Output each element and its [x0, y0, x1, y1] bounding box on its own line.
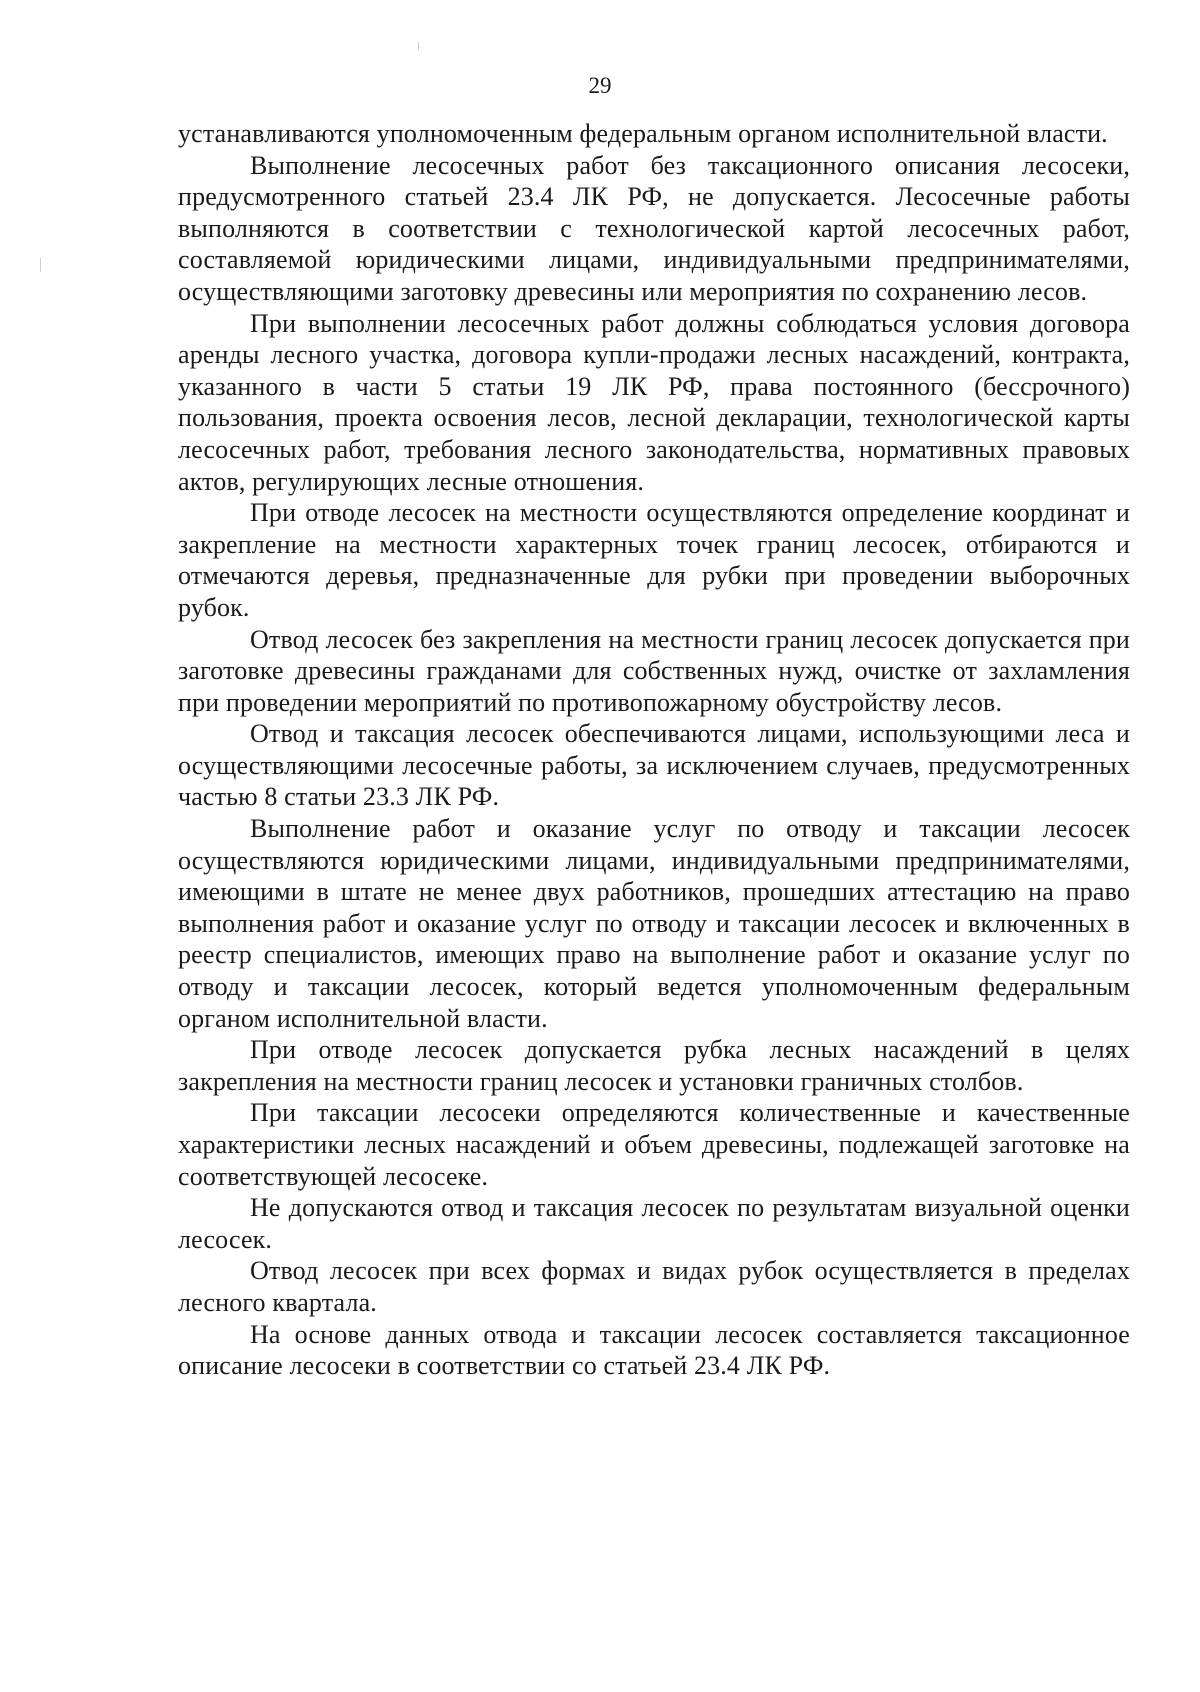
- paragraph: Выполнение лесосечных работ без таксационного описания лесосеки, предусмотренного статьей 23.4 ЛК РФ, не допускается. Лесосечные работы выполняются в соответствии с технологической картой лесосечных работ, составляемой юридическими лицами, индивидуальными предпринимателями, осуществляющими заготовку древесины или мероприятия по сохранению лесов.: [178, 150, 1130, 306]
- paragraph: При выполнении лесосечных работ должны соблюдаться условия договора аренды лесного участка, договора купли-продажи лесных насаждений, контракта, указанного в части 5 статьи 19 ЛК РФ, права постоянного (бессрочного) пользования, проекта освоения лесов, лесной декларации, технологической карты лесосечных работ, требования лесного законодательства, нормативных правовых актов, регулирующих лесные отношения.: [178, 308, 1130, 496]
- scan-artifact-mark: [418, 42, 419, 50]
- paragraph-continuation: устанавливаются уполномоченным федеральным органом исполнительной власти.: [178, 119, 1108, 148]
- paragraph: Выполнение работ и оказание услуг по отводу и таксации лесосек осуществляются юридическими лицами, индивидуальными предпринимателями, имеющими в штате не менее двух работников, прошедших аттестацию на право выполнения работ и оказание услуг по отводу и таксации лесосек и включенных в реестр специалистов, имеющих право на выполнение работ и оказание услуг по отводу и таксации лесосек, который ведется уполномоченным федеральным органом исполнительной власти.: [178, 814, 1130, 1033]
- paragraph: При отводе лесосек на местности осуществляются определение координат и закрепление на местности характерных точек границ лесосек, отбираются и отмечаются деревья, предназначенные для рубки при проведении выборочных рубок.: [178, 498, 1130, 622]
- paragraph: Отвод лесосек при всех формах и видах рубок осуществляется в пределах лесного квартала.: [178, 1256, 1130, 1317]
- paragraph: Не допускаются отвод и таксация лесосек по результатам визуальной оценки лесосек.: [178, 1193, 1130, 1254]
- paragraph: При таксации лесосеки определяются количественные и качественные характеристики лесных насаждений и объем древесины, подлежащей заготовке на соответствующей лесосеке.: [178, 1098, 1130, 1191]
- paragraph: Отвод и таксация лесосек обеспечиваются лицами, использующими леса и осуществляющими лесосечные работы, за исключением случаев, предусмотренных частью 8 статьи 23.3 ЛК РФ.: [178, 719, 1130, 812]
- paragraph: Отвод лесосек без закрепления на местности границ лесосек допускается при заготовке древесины гражданами для собственных нужд, очистке от захламления при проведении мероприятий по противопожарному обустройству лесов.: [178, 624, 1130, 717]
- paragraph: На основе данных отвода и таксации лесосек составляется таксационное описание лесосеки в соответствии со статьей 23.4 ЛК РФ.: [178, 1319, 1130, 1381]
- scan-artifact-mark: [40, 258, 41, 272]
- page-number: 29: [588, 73, 612, 98]
- document-body: [178, 118, 1130, 1382]
- paragraph: При отводе лесосек допускается рубка лесных насаждений в целях закрепления на местности границ лесосек и установки граничных столбов.: [178, 1035, 1130, 1096]
